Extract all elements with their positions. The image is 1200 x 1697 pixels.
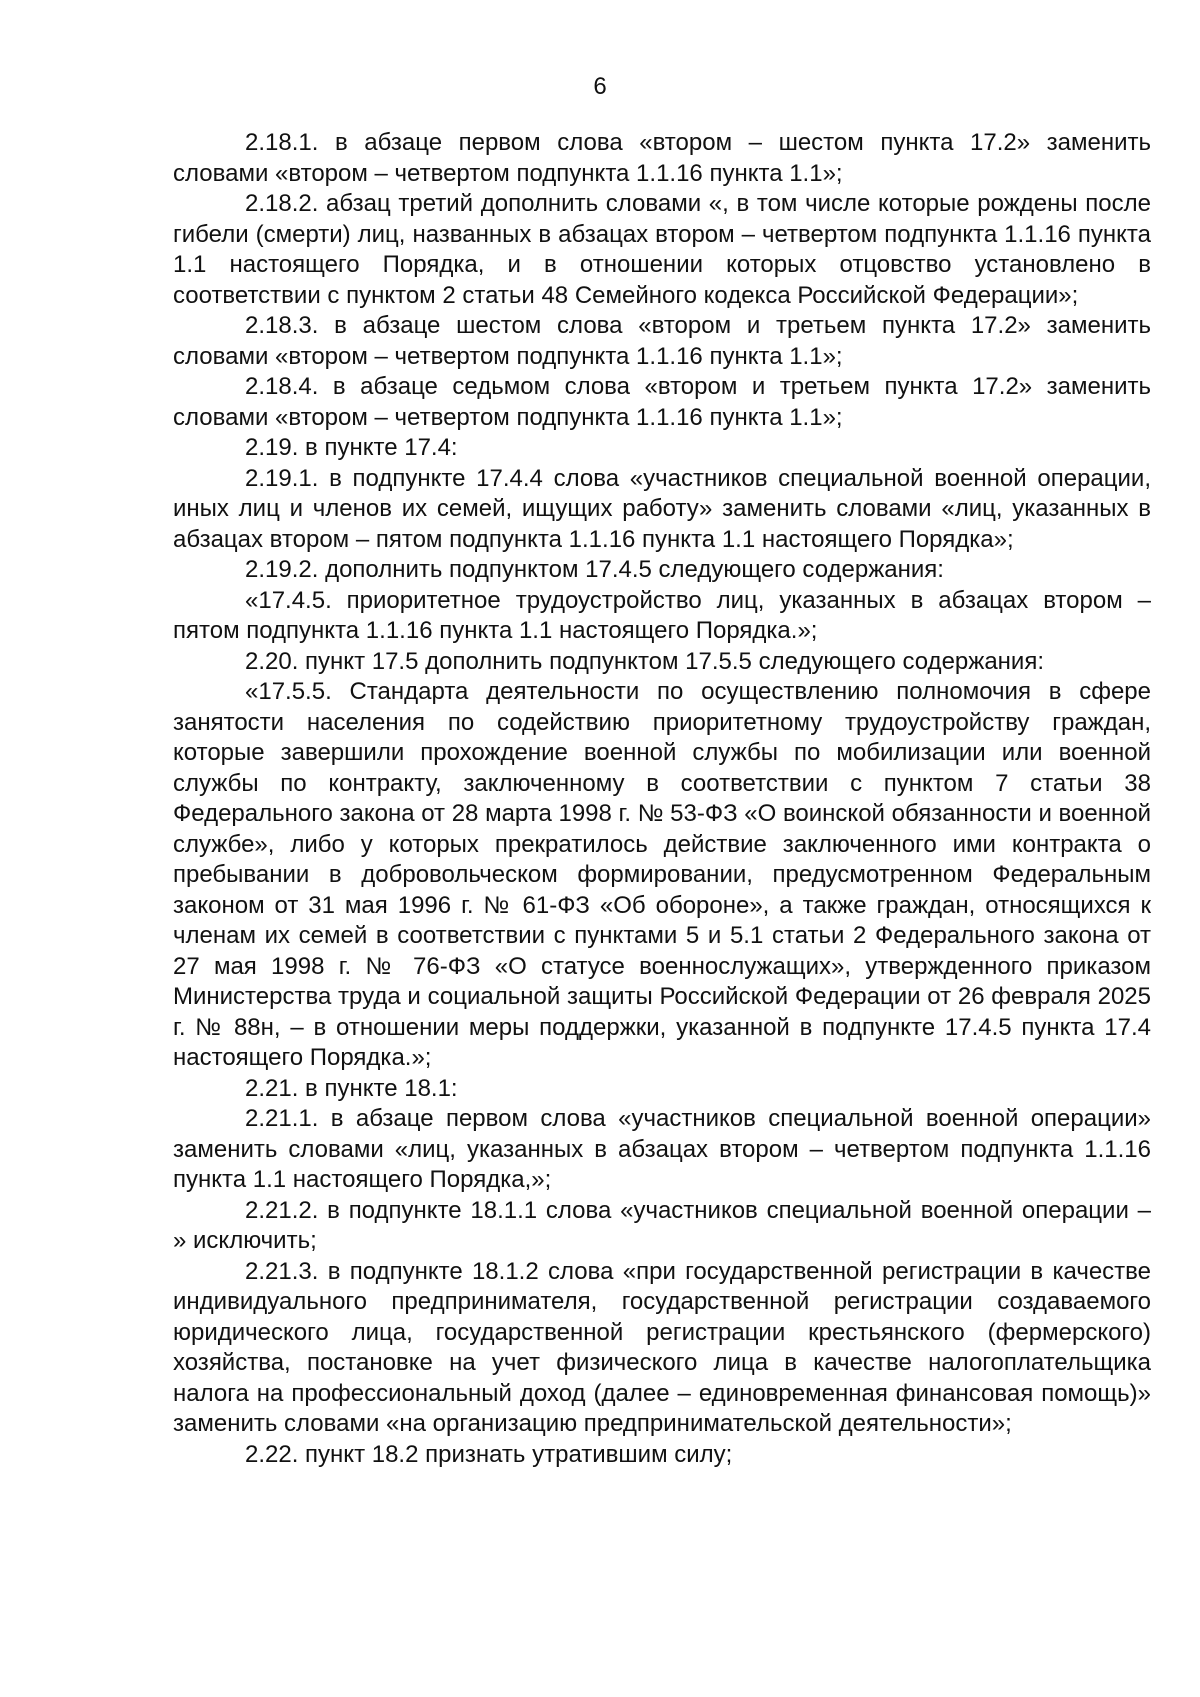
paragraph-17-5-5-quote: «17.5.5. Стандарта деятельности по осуществлению полномочия в сфере занятости населения по содействию приоритетному трудоустройству граждан, которые завершили прохождение военной службы по мобилизации или военной службы по контракту, заключенному в соответствии с пунктом 7 статьи 38 Федерального закона от 28 марта 1998 г. № 53-ФЗ «О воинской обязанности и военной службе», либо у которых прекратилось действие заключенного ими контракта о пребывании в добровольческом формировании, предусмотренном Федеральным законом от 31 мая 1996 г. № 61-ФЗ «Об обороне», а также граждан, относящихся к членам их семей в соответствии с пунктами 5 и 5.1 статьи 2 Федерального закона от 27 мая 1998 г. № 76-ФЗ «О статусе военнослужащих», утвержденного приказом Министерства труда и социальной защиты Российской Федерации от 26 февраля 2025 г. № 88н, – в отношении меры поддержки, указанной в подпункте 17.4.5 пункта 17.4 настоящего Порядка.»; <box>173 678 1151 1071</box>
paragraph-2-18-4: 2.18.4. в абзаце седьмом слова «втором и третьем пункта 17.2» заменить словами «втором – четвертом подпункта 1.1.16 пункта 1.1»; <box>173 373 1151 431</box>
paragraph-2-19: 2.19. в пункте 17.4: <box>245 434 458 461</box>
paragraph-2-18-1: 2.18.1. в абзаце первом слова «втором – шестом пункта 17.2» заменить словами «втором – четвертом подпункта 1.1.16 пункта 1.1»; <box>173 129 1151 187</box>
paragraph-2-21-2: 2.21.2. в подпункте 18.1.1 слова «участников специальной военной операции – » исключить; <box>173 1196 1151 1254</box>
paragraph-2-20: 2.20. пункт 17.5 дополнить подпунктом 17.5.5 следующего содержания: <box>245 647 1044 675</box>
paragraph-2-18-3: 2.18.3. в абзаце шестом слова «втором и третьем пункта 17.2» заменить словами «втором – четвертом подпункта 1.1.16 пункта 1.1»; <box>173 312 1151 370</box>
paragraph-2-19-2: 2.19.2. дополнить подпунктом 17.4.5 следующего содержания: <box>245 556 944 583</box>
paragraph-2-22: 2.22. пункт 18.2 признать утратившим силу; <box>245 1440 733 1468</box>
paragraph-2-21-1: 2.21.1. в абзаце первом слова «участников специальной военной операции» заменить словами «лиц, указанных в абзацах втором – четвертом подпункта 1.1.16 пункта 1.1 настоящего Порядка,»; <box>173 1105 1151 1193</box>
document-body <box>173 128 1151 1470</box>
paragraph-2-21-3: 2.21.3. в подпункте 18.1.2 слова «при государственной регистрации в качестве индивидуального предпринимателя, государственной регистрации создаваемого юридического лица, государственной регистрации крестьянского (фермерского) хозяйства, постановке на учет физического лица в качестве налогоплательщика налога на профессиональный доход (далее – единовременная финансовая помощь)» заменить словами «на организацию предпринимательской деятельности»; <box>173 1257 1151 1437</box>
paragraph-2-18-2: 2.18.2. абзац третий дополнить словами «, в том числе которые рождены после гибели (смерти) лиц, названных в абзацах втором – четвертом подпункта 1.1.16 пункта 1.1 настоящего Порядка, и в отношении которых отцовство установлено в соответствии с пунктом 2 статьи 48 Семейного кодекса Российской Федерации»; <box>173 190 1151 309</box>
paragraph-2-19-1: 2.19.1. в подпункте 17.4.4 слова «участников специальной военной операции, иных лиц и членов их семей, ищущих работу» заменить словами «лиц, указанных в абзацах втором – пятом подпункта 1.1.16 пункта 1.1 настоящего Порядка»; <box>173 464 1151 553</box>
page-number: 6 <box>593 73 607 100</box>
paragraph-17-4-5-quote: «17.4.5. приоритетное трудоустройство лиц, указанных в абзацах втором – пятом подпункта 1.1.16 пункта 1.1 настоящего Порядка.»; <box>173 586 1151 644</box>
paragraph-2-21: 2.21. в пункте 18.1: <box>245 1074 458 1102</box>
